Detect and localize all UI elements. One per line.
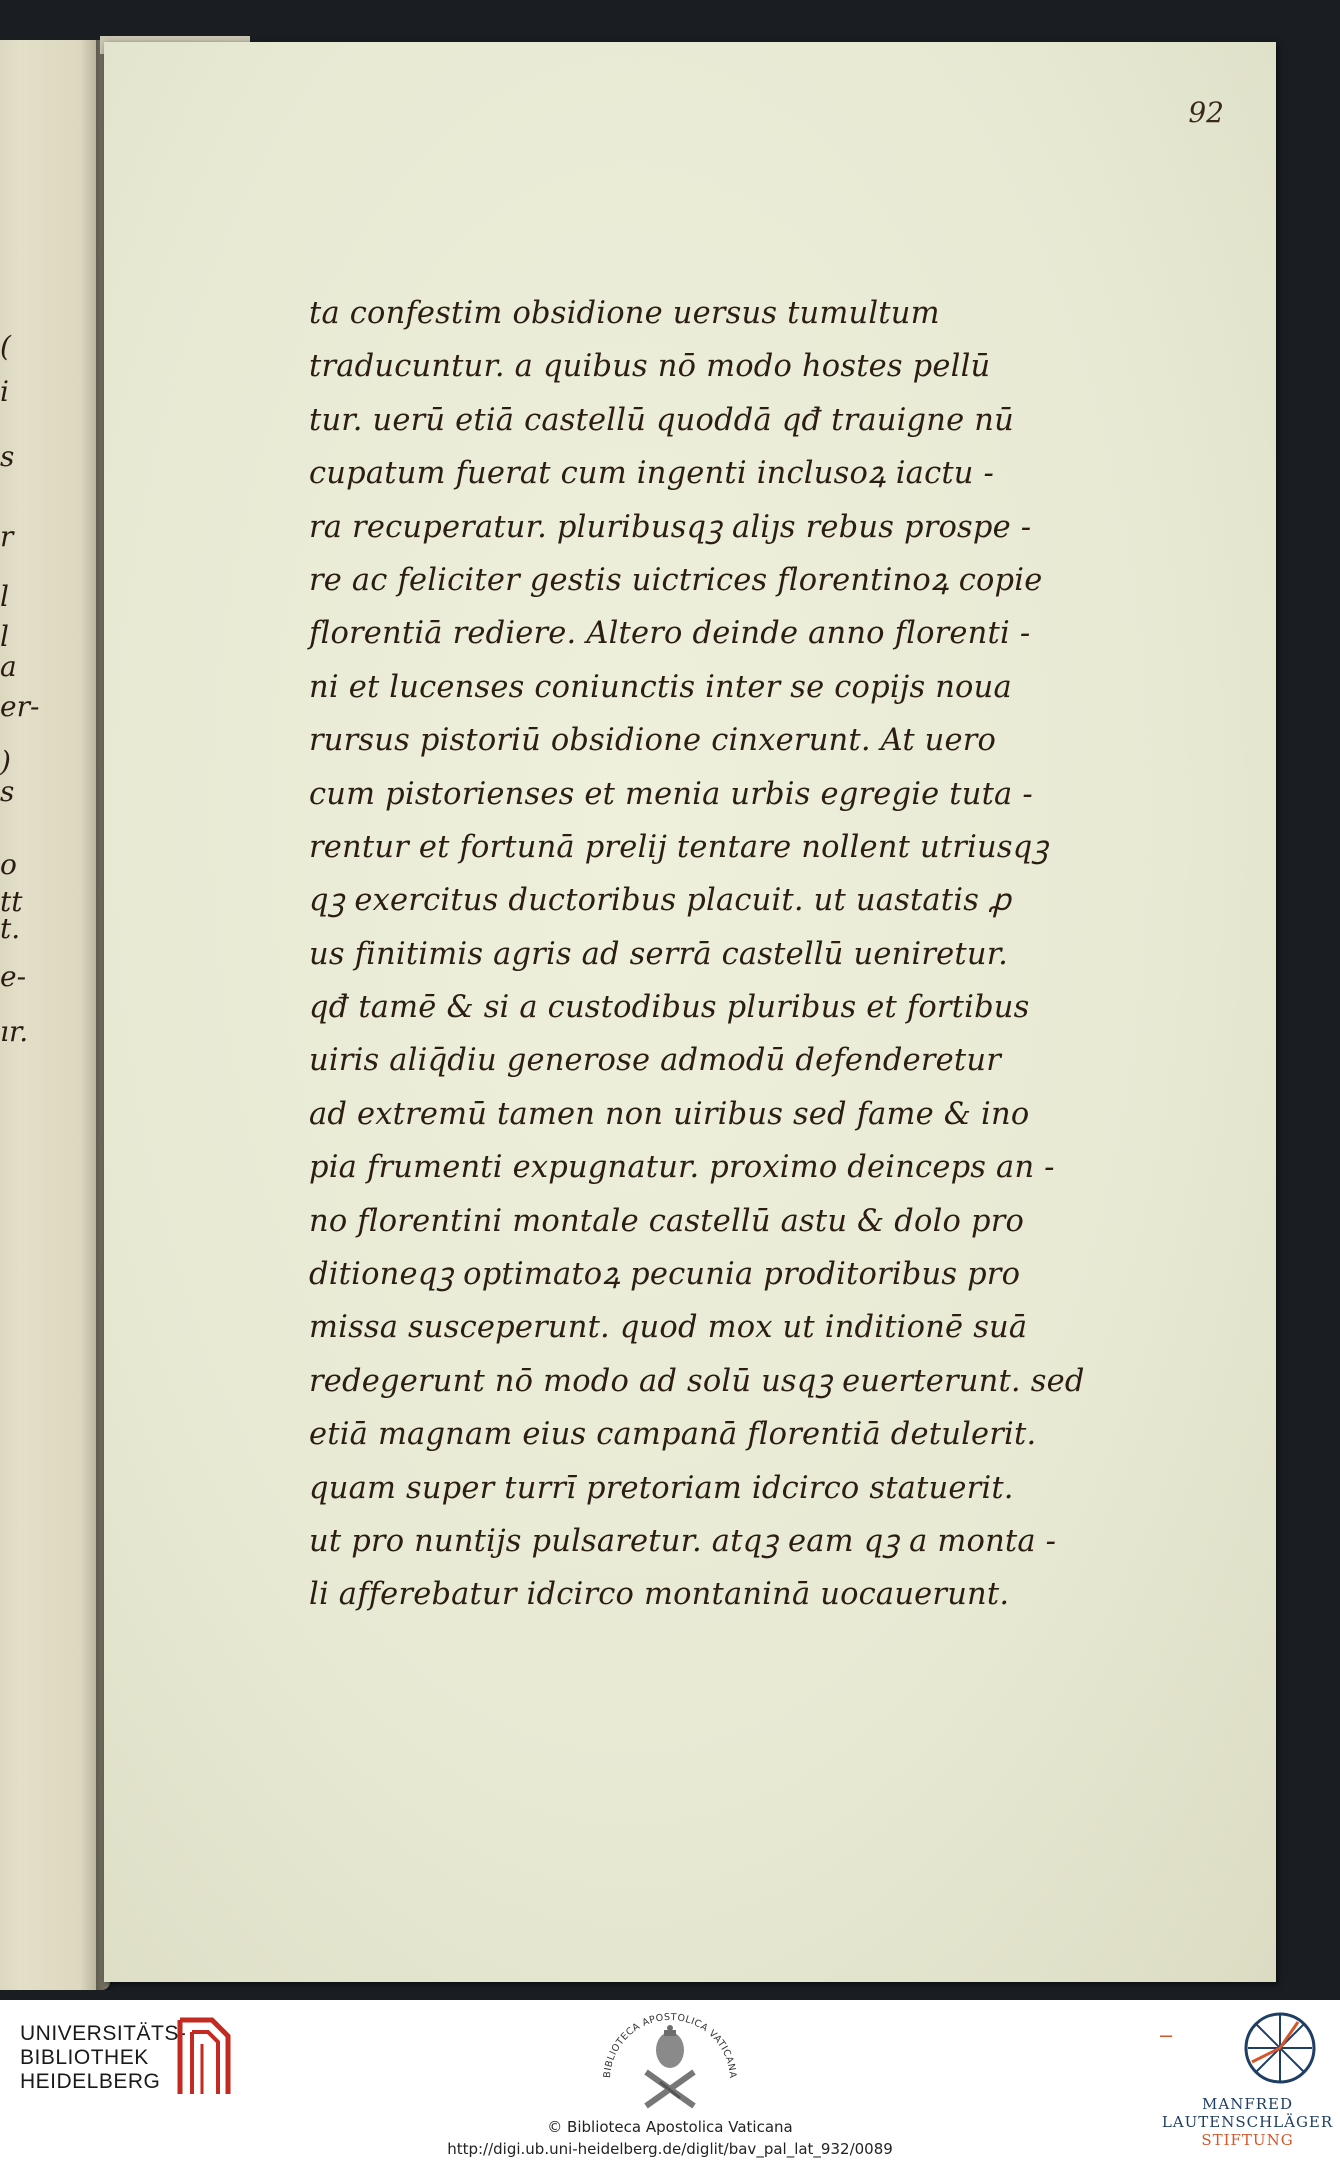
manuscript-line: rursus pistoriū obsidione cinxerunt. At uero	[309, 723, 997, 759]
left-page-fragment: i	[0, 375, 9, 408]
manuscript-line: ra recuperatur. pluribusqꝫ aliȷs rebus prospe -	[309, 509, 1032, 545]
manfred-lautenschlager-wordmark	[1160, 2095, 1335, 2149]
papal-tiara-icon	[646, 2025, 694, 2106]
left-page-fragment: e-	[0, 960, 27, 993]
left-page-fragment: o	[0, 848, 17, 881]
ml-line-1: MANFRED	[1202, 2095, 1293, 2113]
manuscript-line: missa susceperunt. quod mox ut inditionē suā	[309, 1310, 1028, 1346]
manuscript-line: cum pistorienses et menia urbis egregie tuta -	[309, 776, 1033, 812]
bav-seal-text: BIBLIOTECA APOSTOLICA VATICANA	[601, 2011, 739, 2079]
ub-heidelberg-logo[interactable]	[172, 2012, 236, 2102]
left-page-fragment: a	[0, 650, 17, 683]
manuscript-line: uiris aliq̄diu generose admodū defenderetur	[309, 1043, 1002, 1079]
manuscript-line: traducuntur. a quibus nō modo hostes pellū	[309, 349, 991, 385]
left-page-fragment: er-	[0, 690, 40, 723]
manuscript-line: ut pro nuntijs pulsaretur. atqꝫ eam qꝫ a monta -	[309, 1523, 1057, 1559]
folio-number: 92	[1188, 96, 1224, 129]
left-page-fragment: l	[0, 580, 9, 613]
left-page-fragment: t.	[0, 912, 21, 945]
left-page-fragment: l	[0, 620, 9, 653]
manuscript-line: us finitimis agris ad serrā castellū ueniretur.	[309, 936, 1009, 972]
manuscript-line: li afferebatur idcirco montaninā uocauerunt.	[309, 1577, 1010, 1613]
manuscript-line: ta confestim obsidione uersus tumultum	[309, 296, 940, 331]
manuscript-line: redegerunt nō modo ad solū usqꝫ euerterunt. sed	[309, 1363, 1085, 1399]
left-page-fragment: s	[0, 775, 15, 808]
manuscript-line: rentur et fortunā prelij tentare nollent utriusqꝫ	[309, 829, 1049, 865]
left-page-fragment: )	[0, 745, 11, 778]
manuscript-line: pia frumenti expugnatur. proximo deinceps an -	[309, 1150, 1055, 1186]
manuscript-line: re ac feliciter gestis uictrices florentinoꝝ copie	[309, 562, 1043, 598]
manuscript-line: florentiā rediere. Altero deinde anno florenti -	[309, 616, 1031, 652]
ub-line-2: BIBLIOTHEK	[20, 2046, 149, 2069]
permalink-url[interactable]: http://digi.ub.uni-heidelberg.de/diglit/bav_pal_lat_932/0089	[447, 2140, 893, 2158]
manuscript-line: ditioneqꝫ optimatoꝝ pecunia proditoribus pro	[309, 1257, 1021, 1293]
right-page	[104, 42, 1276, 1982]
manuscript-line: tur. uerū etiā castellū quoddā qđ trauigne nū	[309, 402, 1014, 438]
left-page	[0, 40, 110, 1990]
left-page-fragment: s	[0, 440, 15, 473]
manuscript-line: no florentini montale castellū astu & dolo pro	[309, 1203, 1025, 1239]
manuscript-line: qꝫ exercitus ductoribus placuit. ut uastatis ꝓ	[309, 883, 1011, 919]
manuscript-line: etiā magnam eius campanā florentiā detulerit.	[309, 1417, 1037, 1453]
manuscript-line: ad extremū tamen non uiribus sed fame & ino	[309, 1096, 1030, 1132]
bav-seal-icon[interactable]	[590, 2010, 750, 2130]
left-page-fragment: (	[0, 330, 11, 363]
manuscript-line: ni et lucenses coniunctis inter se copijs noua	[309, 669, 1012, 705]
manfred-lautenschlager-logo-icon[interactable]	[1240, 2008, 1320, 2088]
ub-heidelberg-wordmark[interactable]	[20, 2022, 186, 2094]
manuscript-line: cupatum fuerat cum ingenti inclusoꝝ iactu -	[309, 456, 995, 492]
left-page-fragment: r	[0, 520, 14, 553]
copyright-text: © Biblioteca Apostolica Vaticana	[547, 2118, 793, 2136]
left-page-fragment: tt	[0, 885, 23, 918]
manuscript-text-block	[309, 287, 1089, 1622]
ub-line-3: HEIDELBERG	[20, 2070, 161, 2093]
manuscript-line: quam super turrī pretoriam idcirco statuerit.	[309, 1470, 1014, 1506]
footer	[0, 2000, 1340, 2162]
manuscript-line: qđ tamē & si a custodibus pluribus et fortibus	[309, 990, 1030, 1026]
left-page-text-fragments	[0, 40, 70, 1990]
ml-line-2: LAUTENSCHLÄGER	[1161, 2113, 1334, 2131]
ml-line-3: STIFTUNG	[1201, 2131, 1294, 2149]
ml-dash: –	[1160, 2022, 1173, 2047]
left-page-fragment: ır.	[0, 1015, 29, 1048]
ub-line-1: UNIVERSITÄTS-	[20, 2022, 187, 2045]
